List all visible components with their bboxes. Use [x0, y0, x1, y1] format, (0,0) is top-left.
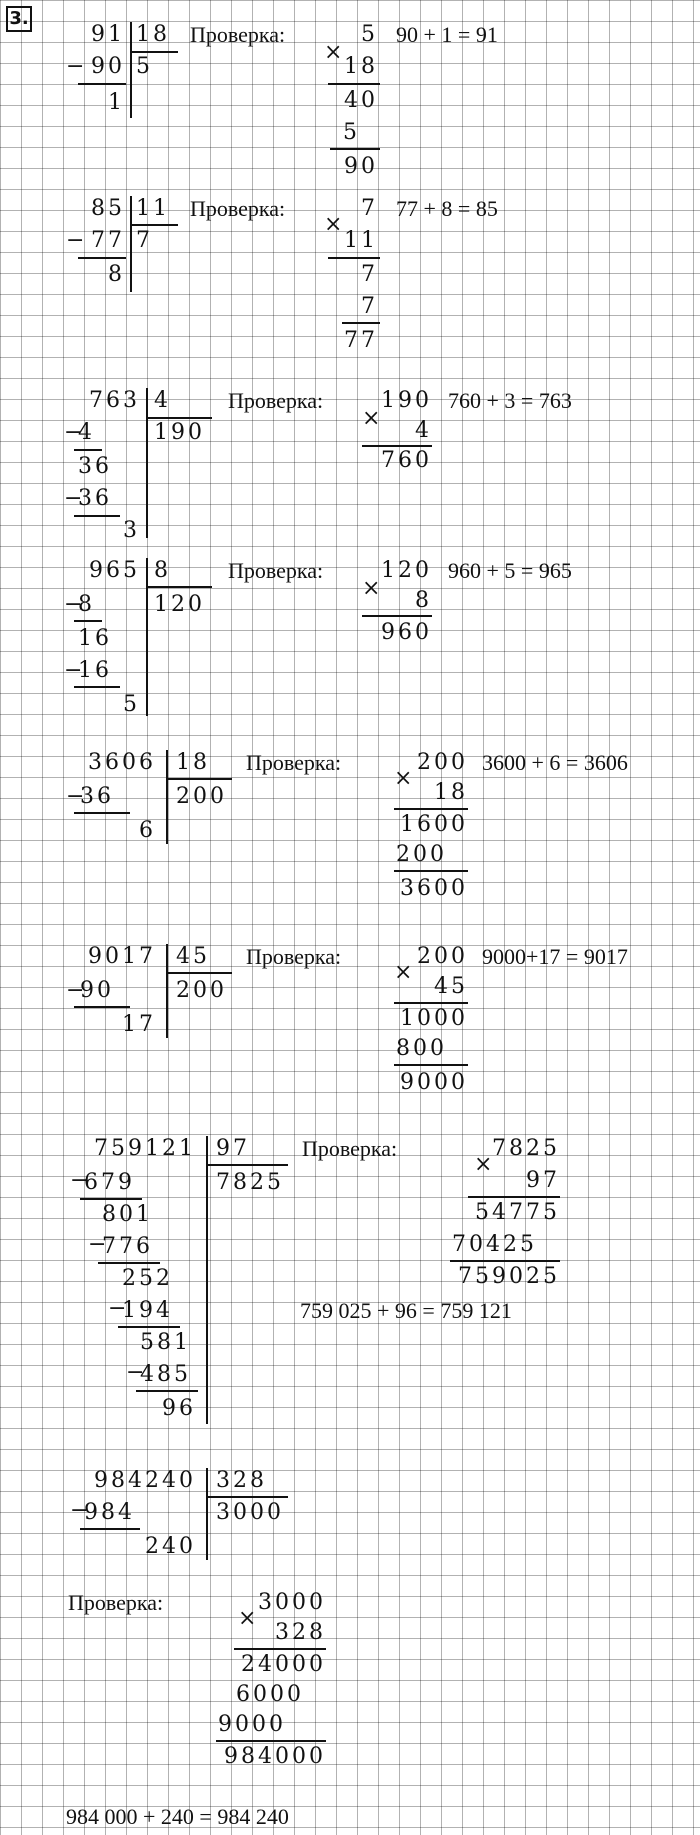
mult-partial: 24000	[241, 1652, 326, 1677]
mult-b: 328	[275, 1620, 326, 1645]
mult-a: 7825	[492, 1136, 560, 1161]
dividend: 763	[89, 388, 140, 413]
mult-b: 11	[344, 228, 378, 253]
mult-b: 4	[415, 418, 432, 443]
mult-partial: 70425	[452, 1232, 537, 1257]
quotient: 190	[154, 420, 205, 445]
mult-result: 90	[344, 154, 378, 179]
mult-a: 200	[417, 750, 468, 775]
mult-b: 18	[344, 54, 378, 79]
quotient: 120	[154, 592, 205, 617]
step: 194	[122, 1298, 173, 1323]
step: 4	[78, 420, 95, 445]
remainder: 3	[123, 518, 140, 543]
check-label: Проверка:	[228, 388, 324, 413]
divisor: 18	[176, 750, 210, 775]
check-label: Проверка:	[302, 1136, 398, 1161]
mult-partial: 200	[396, 842, 447, 867]
mult-partial: 7	[361, 262, 378, 287]
remainder: 240	[145, 1534, 196, 1559]
dividend: 759121	[94, 1136, 196, 1161]
mult-a: 5	[361, 22, 378, 47]
mult-partial: 7	[361, 294, 378, 319]
step: 36	[80, 784, 114, 809]
mult-a: 200	[417, 944, 468, 969]
mult-partial: 800	[396, 1036, 447, 1061]
mult-b: 18	[434, 780, 468, 805]
check-equation: 760 + 3 = 763	[448, 388, 572, 413]
step: 679	[84, 1170, 135, 1195]
task-number: 3.	[6, 6, 32, 32]
divisor: 18	[136, 22, 170, 47]
divisor: 11	[136, 196, 170, 221]
mult-result: 960	[381, 620, 432, 645]
mult-partial: 54775	[475, 1200, 560, 1225]
check-label: Проверка:	[190, 22, 286, 47]
remainder: 6	[139, 818, 156, 843]
check-label: Проверка:	[228, 558, 324, 583]
mult-result: 3600	[400, 876, 468, 901]
mult-result: 759025	[458, 1264, 560, 1289]
check-equation: 90 + 1 = 91	[396, 22, 498, 47]
mult-partial: 5	[343, 120, 360, 145]
dividend: 965	[89, 558, 140, 583]
mult-a: 7	[361, 196, 378, 221]
step: 90	[91, 54, 125, 79]
check-equation: 960 + 5 = 965	[448, 558, 572, 583]
remainder: 1	[108, 90, 125, 115]
check-equation: 984 000 + 240 = 984 240	[66, 1804, 289, 1829]
quotient: 5	[136, 54, 153, 79]
mult-a: 3000	[258, 1590, 326, 1615]
quotient: 7	[136, 228, 153, 253]
remainder: 8	[108, 262, 125, 287]
mult-partial: 1000	[400, 1006, 468, 1031]
step: 16	[78, 658, 112, 683]
dividend: 91	[91, 22, 125, 47]
check-label: Проверка:	[246, 750, 342, 775]
mult-result: 760	[381, 448, 432, 473]
remainder: 96	[162, 1396, 196, 1421]
check-equation: 759 025 + 96 = 759 121	[300, 1298, 512, 1323]
mult-partial: 6000	[236, 1682, 304, 1707]
divisor: 45	[176, 944, 210, 969]
quotient: 7825	[216, 1170, 284, 1195]
step: 984	[84, 1500, 135, 1525]
quotient: 200	[176, 978, 227, 1003]
divisor: 328	[216, 1468, 267, 1493]
mult-b: 97	[526, 1168, 560, 1193]
step: 776	[102, 1234, 153, 1259]
dividend: 9017	[88, 944, 156, 969]
divisor: 4	[154, 388, 171, 413]
mult-partial: 1600	[400, 812, 468, 837]
quotient: 3000	[216, 1500, 284, 1525]
check-equation: 9000+17 = 9017	[482, 944, 628, 969]
mult-partial: 9000	[218, 1712, 286, 1737]
step: 77	[91, 228, 125, 253]
check-label: Проверка:	[68, 1590, 164, 1615]
step: 16	[78, 626, 112, 651]
step: 36	[78, 486, 112, 511]
step: 36	[78, 454, 112, 479]
quotient: 200	[176, 784, 227, 809]
mult-b: 8	[415, 588, 432, 613]
step: 252	[122, 1266, 173, 1291]
mult-a: 190	[381, 388, 432, 413]
mult-a: 120	[381, 558, 432, 583]
check-label: Проверка:	[190, 196, 286, 221]
step: 8	[78, 592, 95, 617]
divisor: 97	[216, 1136, 250, 1161]
mult-result: 77	[344, 328, 378, 353]
remainder: 17	[122, 1012, 156, 1037]
dividend: 85	[91, 196, 125, 221]
step: 801	[102, 1202, 153, 1227]
mult-b: 45	[434, 974, 468, 999]
mult-partial: 40	[344, 88, 378, 113]
step: 581	[140, 1330, 191, 1355]
step: 90	[80, 978, 114, 1003]
divisor: 8	[154, 558, 171, 583]
dividend: 3606	[88, 750, 156, 775]
dividend: 984240	[94, 1468, 196, 1493]
check-equation: 3600 + 6 = 3606	[482, 750, 628, 775]
mult-result: 9000	[400, 1070, 468, 1095]
remainder: 5	[123, 692, 140, 717]
check-equation: 77 + 8 = 85	[396, 196, 498, 221]
step: 485	[140, 1362, 191, 1387]
mult-result: 984000	[224, 1744, 326, 1769]
check-label: Проверка:	[246, 944, 342, 969]
